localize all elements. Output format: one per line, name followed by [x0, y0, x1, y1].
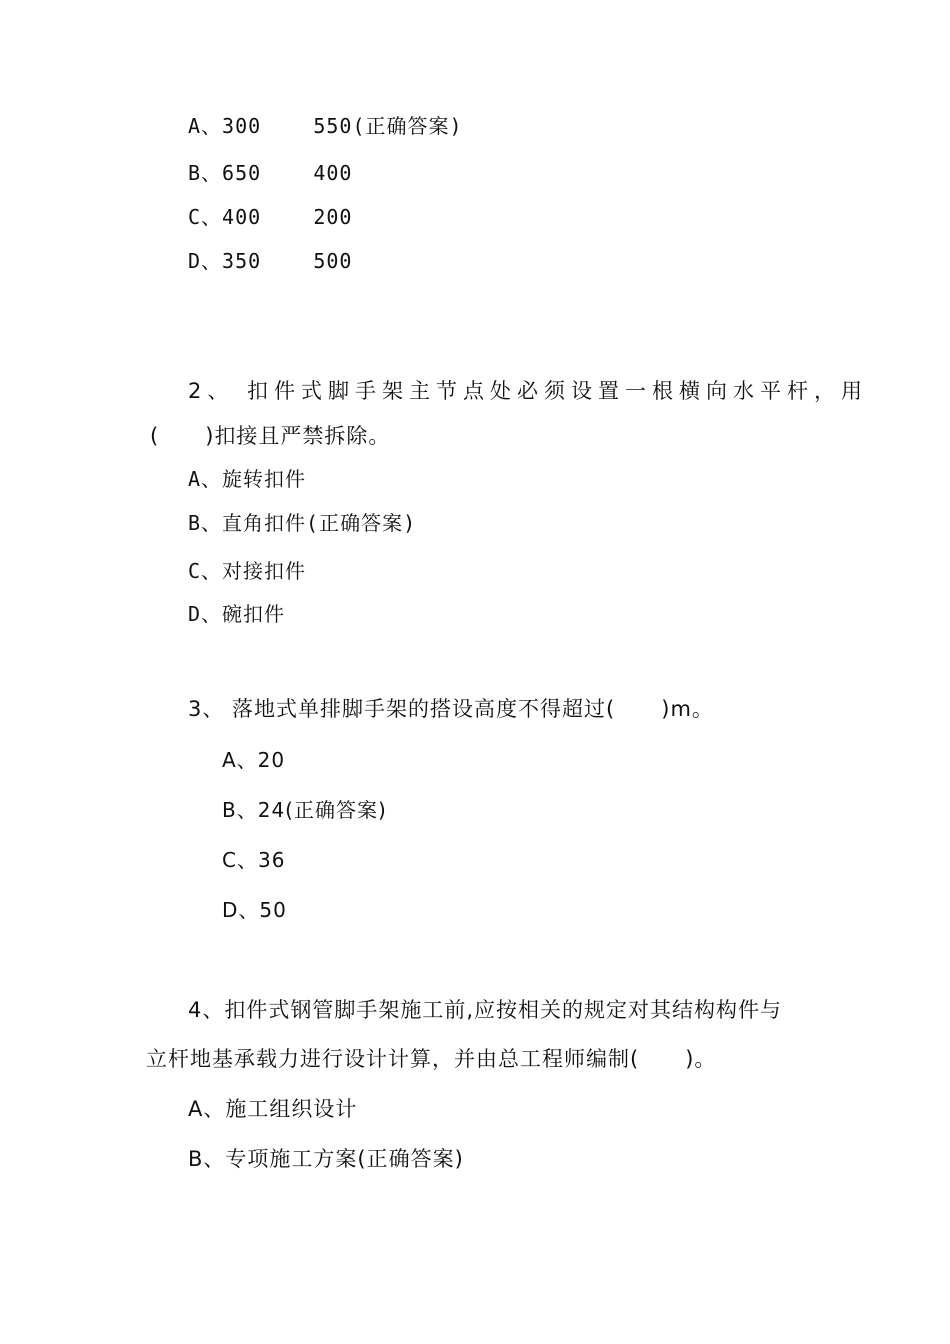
question-3-option-b: B、24(正确答案)	[222, 798, 387, 822]
option-a: A、300 550(正确答案)	[188, 114, 463, 138]
question-3-option-c: C、36	[222, 848, 286, 872]
option-d: D、350 500	[188, 249, 353, 273]
question-2-option-a: A、旋转扣件	[188, 467, 307, 491]
question-2-option-c: C、对接扣件	[188, 559, 307, 583]
question-4-text-line2: 立杆地基承载力进行设计计算，并由总工程师编制( )。	[146, 1047, 717, 1071]
question-3-option-d: D、50	[222, 898, 287, 922]
option-c: C、400 200	[188, 205, 353, 229]
question-2-option-b: B、直角扣件(正确答案)	[188, 511, 417, 535]
option-b: B、650 400	[188, 161, 353, 185]
question-2-option-d: D、碗扣件	[188, 602, 286, 626]
question-3-text: 3、 落地式单排脚手架的搭设高度不得超过( )m。	[188, 697, 714, 721]
question-4-option-a: A、施工组织设计	[188, 1097, 358, 1121]
question-3-option-a: A、20	[222, 748, 286, 772]
question-2-text-line2: ( )扣接且严禁拆除。	[150, 424, 391, 448]
question-2-text-line1: 2、 扣件式脚手架主节点处必须设置一根横向水平杆，用	[188, 379, 869, 403]
question-4-option-b: B、专项施工方案(正确答案)	[188, 1147, 464, 1171]
question-4-text-line1: 4、扣件式钢管脚手架施工前,应按相关的规定对其结构构件与	[188, 998, 783, 1022]
